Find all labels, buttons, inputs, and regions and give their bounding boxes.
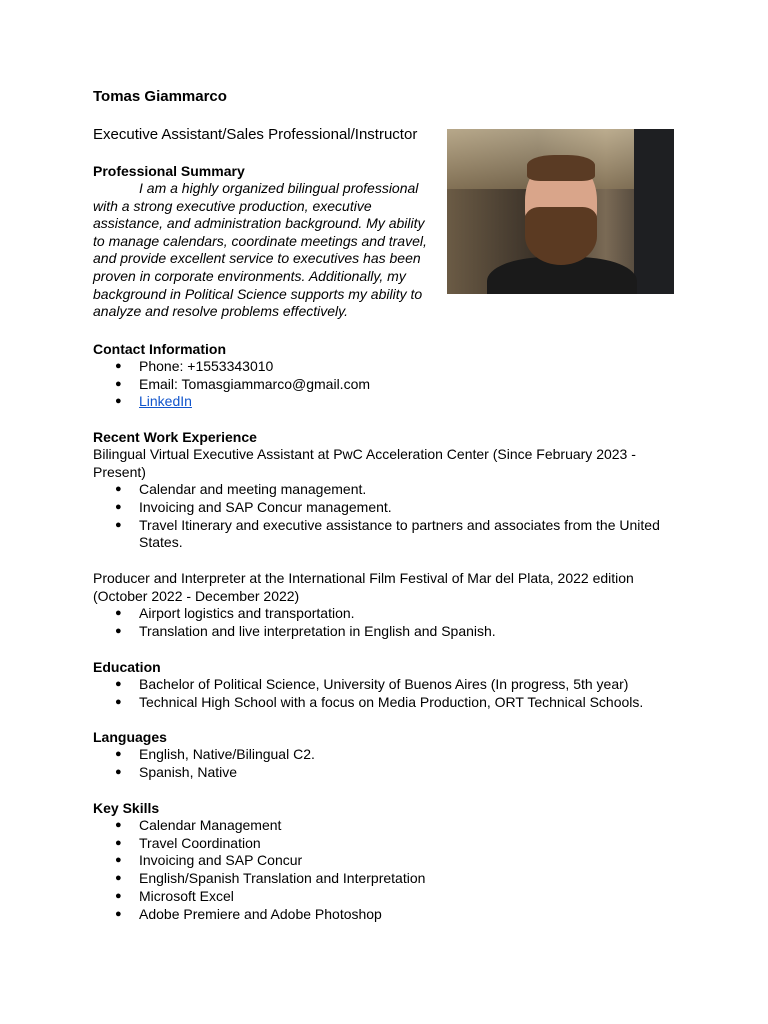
list-item: ● English/Spanish Translation and Interpretation <box>93 870 673 888</box>
candidate-role: Executive Assistant/Sales Professional/Instructor <box>93 126 418 143</box>
work-section <box>93 428 673 641</box>
summary-heading: Professional Summary <box>93 163 245 179</box>
education-heading: Education <box>93 659 161 675</box>
education-section <box>93 658 673 711</box>
list-item: ● Translation and live interpretation in English and Spanish. <box>93 623 673 641</box>
languages-list <box>93 746 673 781</box>
candidate-name: Tomas Giammarco <box>93 88 227 105</box>
contact-phone: ● Phone: +1553343010 <box>93 358 673 376</box>
job-2-duties <box>93 605 673 640</box>
contact-heading: Contact Information <box>93 341 226 357</box>
list-item: ● Calendar Management <box>93 817 673 835</box>
skills-list <box>93 817 673 923</box>
list-item: ● Airport logistics and transportation. <box>93 605 673 623</box>
skills-heading: Key Skills <box>93 800 160 816</box>
list-item: ● Spanish, Native <box>93 764 673 782</box>
contact-section <box>93 340 673 411</box>
list-item: ● Bachelor of Political Science, University of Buenos Aires (In progress, 5th year) <box>93 676 673 694</box>
contact-linkedin-item <box>93 393 673 411</box>
job-title-1: Bilingual Virtual Executive Assistant at PwC Acceleration Center (Since February 2023 - Present) <box>93 446 636 480</box>
contact-list <box>93 358 673 411</box>
list-item: ● Travel Itinerary and executive assistance to partners and associates from the United States. <box>93 517 673 552</box>
languages-section <box>93 728 673 781</box>
languages-heading: Languages <box>93 729 167 745</box>
list-item: ● Invoicing and SAP Concur <box>93 852 673 870</box>
profile-photo <box>447 129 674 294</box>
skills-section <box>93 799 673 923</box>
summary-text: I am a highly organized bilingual professional with a strong executive production, executive assistance, and administration background. My ability to manage calendars, coordinate meetings and travel, and provide excellent service to executives has been proven in corporate environments. Additionally, my background in Political Science supports my ability to analyze and resolve problems effectively. <box>93 180 427 320</box>
list-item: ● Technical High School with a focus on Media Production, ORT Technical Schools. <box>93 694 673 712</box>
education-list <box>93 676 673 711</box>
list-item: ● Calendar and meeting management. <box>93 481 673 499</box>
list-item: ● English, Native/Bilingual C2. <box>93 746 673 764</box>
linkedin-link[interactable]: LinkedIn <box>139 393 192 410</box>
job-title-2: Producer and Interpreter at the International Film Festival of Mar del Plata, 2022 edition (October 2022 - December 2022) <box>93 570 634 604</box>
list-item: ● Travel Coordination <box>93 835 673 853</box>
list-item: ● Invoicing and SAP Concur management. <box>93 499 673 517</box>
professional-summary <box>93 162 433 321</box>
list-item: ● Adobe Premiere and Adobe Photoshop <box>93 906 673 924</box>
work-heading: Recent Work Experience <box>93 429 257 445</box>
job-1-duties <box>93 481 673 552</box>
contact-email: ● Email: Tomasgiammarco@gmail.com <box>93 376 673 394</box>
list-item: ● Microsoft Excel <box>93 888 673 906</box>
